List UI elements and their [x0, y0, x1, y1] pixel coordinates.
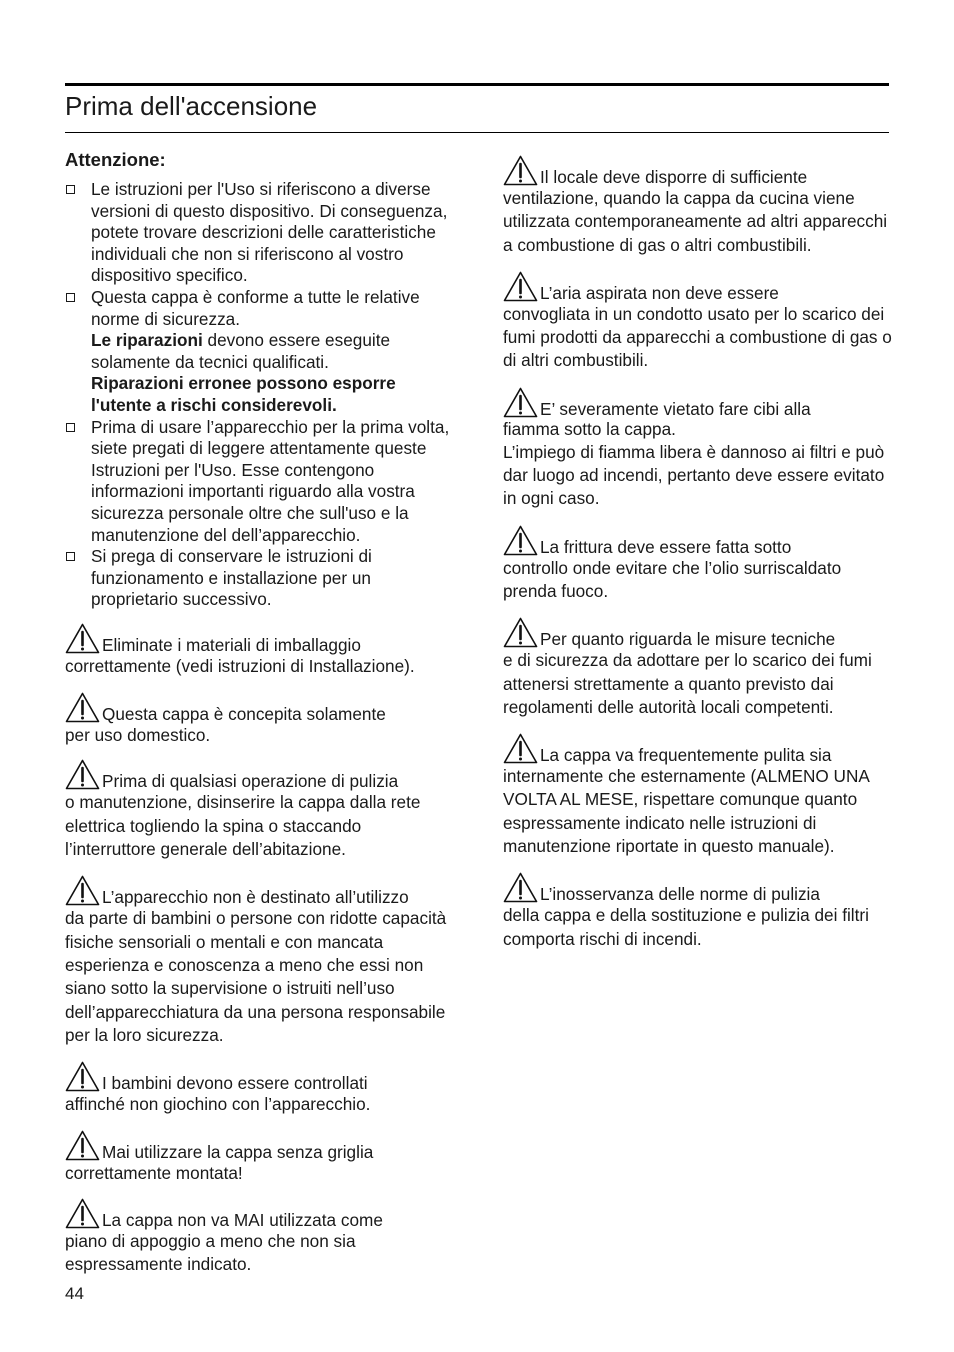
- list-item: [65, 287, 455, 417]
- warning-icon: [503, 271, 538, 302]
- warning-block: [503, 155, 895, 257]
- checkbox-icon: [66, 423, 75, 432]
- attention-list: [65, 179, 455, 611]
- warning-text: piano di appoggio a meno che non sia espressamente indicato.: [65, 1230, 356, 1275]
- warning-text: Il locale deve disporre di sufficiente: [540, 167, 808, 187]
- right-column: [503, 155, 895, 951]
- warning-text: correttamente (vedi istruzioni di Installazione).: [65, 655, 415, 676]
- warning-block: [503, 525, 895, 604]
- warning-text: I bambini devono essere controllati: [102, 1073, 368, 1094]
- list-item: [65, 417, 455, 547]
- warning-icon: [65, 759, 100, 790]
- warning-text: La cappa va frequentemente pulita sia: [540, 745, 832, 766]
- warning-text: della cappa e della sostituzione e pulizia dei filtri comporta rischi di incendi.: [503, 905, 869, 949]
- warning-block: [65, 1198, 455, 1277]
- warning-text: Mai utilizzare la cappa senza griglia: [102, 1142, 374, 1163]
- attention-heading: Attenzione:: [65, 149, 166, 170]
- left-column: [65, 148, 455, 1276]
- warning-text: convogliata in un condotto usato per lo scarico dei fumi prodotti da apparecchi a combustione di gas o di altri combustibili.: [503, 303, 892, 371]
- list-item-text: Le istruzioni per l'Uso si riferiscono a diverse versioni di questo dispositivo. Di conseguenza, potete trovare descrizioni delle caratteristiche individuali che non si riferiscono al vostro dispositivo specifico.: [91, 179, 448, 286]
- warning-block: [65, 1061, 455, 1116]
- warning-block: [65, 1130, 455, 1185]
- warning-icon: [503, 155, 538, 186]
- list-item-text: Prima di usare l’apparecchio per la prima volta, siete pregati di leggere attentamente queste Istruzioni per l'Uso. Esse contengono informazioni importanti riguardo alla vostra sicurezza personale oltre che sull'uso e la manutenzione del dell’apparecchio.: [91, 416, 450, 545]
- warning-block: [503, 271, 895, 373]
- warning-text: Eliminate i materiali di imballaggio: [102, 634, 361, 655]
- list-item: [65, 179, 455, 287]
- list-item-bold: Le riparazioni: [91, 330, 203, 351]
- warning-block: [65, 692, 455, 747]
- warning-block: [503, 387, 895, 511]
- warning-icon: [503, 387, 538, 418]
- top-rule: [65, 83, 889, 86]
- checkbox-icon: [66, 185, 75, 194]
- warning-text: controllo onde evitare che l’olio surriscaldato prenda fuoco.: [503, 557, 842, 601]
- warning-block: [65, 875, 455, 1047]
- page-title: Prima dell'accensione: [65, 91, 318, 121]
- list-item-text: devono essere eseguite solamente da tecnici qualificati.: [91, 330, 391, 372]
- warning-icon: [65, 1061, 100, 1092]
- warning-text: per uso domestico.: [65, 725, 211, 746]
- warning-text: da parte di bambini o persone con ridotte capacità fisiche sensoriali o mentali e con mancata esperienza e conoscenza a meno che essi non siano sotto la supervisione o istruiti nell’uso dell’apparecchiatura da una persona responsabile per la loro sicurezza.: [65, 908, 447, 1045]
- warning-icon: [503, 872, 538, 903]
- warning-text: La cappa non va MAI utilizzata come: [102, 1209, 383, 1230]
- list-item: [65, 546, 455, 611]
- checkbox-icon: [66, 552, 75, 561]
- warning-text: L’inosservanza delle norme di pulizia: [540, 884, 820, 905]
- warning-block: [503, 872, 895, 951]
- warning-text: L’apparecchio non è destinato all’utilizzo: [102, 887, 409, 908]
- warning-block: [503, 733, 895, 858]
- warning-text: affinché non giochino con l’apparecchio.: [65, 1094, 371, 1115]
- warning-text: Questa cappa è concepita solamente: [102, 704, 386, 725]
- title-rule: [65, 132, 889, 133]
- warning-text: correttamente montata!: [65, 1163, 243, 1184]
- page-number: 44: [65, 1284, 84, 1303]
- warning-icon: [65, 623, 100, 654]
- warning-text: E’ severamente vietato fare cibi alla: [540, 398, 811, 419]
- warning-text: La frittura deve essere fatta sotto: [540, 536, 792, 557]
- list-item-text: Questa cappa è conforme a tutte le relative norme di sicurezza.: [91, 286, 420, 329]
- list-item-bold: Riparazioni erronee possono esporre l'utente a rischi considerevoli.: [91, 373, 396, 415]
- warning-icon: [503, 525, 538, 556]
- warning-text: Prima di qualsiasi operazione di pulizia: [102, 771, 399, 792]
- warning-block: [503, 617, 895, 719]
- warning-icon: [503, 617, 538, 648]
- warning-block: [65, 623, 455, 678]
- warning-icon: [65, 1130, 100, 1161]
- warning-icon: [503, 733, 538, 764]
- warning-text: L’aria aspirata non deve essere: [540, 282, 779, 303]
- warning-text: internamente che esternamente (ALMENO UNA VOLTA AL MESE, rispettare comunque quanto espressamente indicato nelle istruzioni di manutenzione riportate in questo manuale).: [503, 766, 869, 857]
- warning-icon: [65, 875, 100, 906]
- warning-icon: [65, 1198, 100, 1229]
- warning-text: fiamma sotto la cappa.: [503, 418, 676, 439]
- warning-text: o manutenzione, disinserire la cappa dalla rete elettrica togliendo la spina o staccando l’interruttore generale dell’abitazione.: [65, 792, 421, 860]
- warning-text: L’impiego di fiamma libera è dannoso ai filtri e può dar luogo ad incendi, pertanto deve essere evitato in ogni caso.: [503, 441, 885, 509]
- warning-text: Per quanto riguarda le misure tecniche: [540, 629, 836, 650]
- list-item-text: Si prega di conservare le istruzioni di funzionamento e installazione per un proprietario successivo.: [91, 546, 372, 610]
- warning-text: ventilazione, quando la cappa da cucina viene utilizzata contemporaneamente ad altri apparecchi a combustione di gas o altri combustibili.: [503, 188, 888, 255]
- warning-icon: [65, 692, 100, 723]
- warning-text: e di sicurezza da adottare per lo scarico dei fumi attenersi strettamente a quanto previsto dai regolamenti delle autorità locali competenti.: [503, 650, 872, 717]
- checkbox-icon: [66, 293, 75, 302]
- warning-block: [65, 759, 455, 861]
